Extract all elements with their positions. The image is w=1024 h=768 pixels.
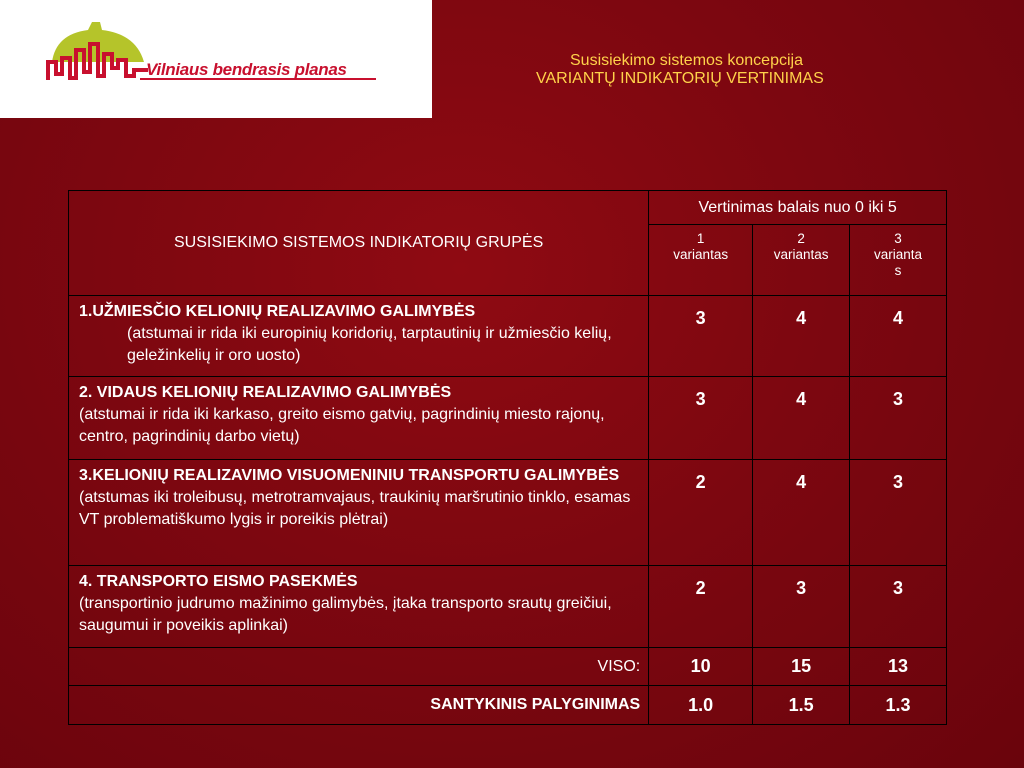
indicator-cell — [69, 377, 649, 460]
total-value: 10 — [649, 648, 753, 686]
relative-value: 1.0 — [649, 686, 753, 725]
group-header: SUSISIEKIMO SISTEMOS INDIKATORIŲ GRUPĖS — [69, 191, 649, 296]
total-value: 15 — [753, 648, 850, 686]
score-cell: 2 — [649, 460, 753, 566]
score-cell: 3 — [850, 566, 947, 648]
variant-header: 1 variantas — [649, 225, 753, 296]
indicator-table — [68, 190, 947, 725]
score-cell: 4 — [850, 296, 947, 377]
table-header-row — [69, 191, 947, 225]
indicator-cell — [69, 296, 649, 377]
indicator-description: (atstumai ir rida iki europinių koridorių, tarptautinių ir užmiesčio kelių, geležinkelių ir oro uosto) — [127, 325, 612, 364]
relative-value: 1.5 — [753, 686, 850, 725]
score-cell: 3 — [850, 460, 947, 566]
relative-comparison-row — [69, 686, 947, 725]
city-skyline-logo-icon — [44, 20, 154, 90]
slide-title — [536, 52, 956, 88]
variant-header: 3 varianta s — [850, 225, 947, 296]
relative-comparison-label: SANTYKINIS PALYGINIMAS — [69, 686, 649, 725]
table-row — [69, 566, 947, 648]
total-label: VISO: — [69, 648, 649, 686]
table-row — [69, 296, 947, 377]
variant-header: 2 variantas — [753, 225, 850, 296]
score-cell: 3 — [649, 377, 753, 460]
score-cell: 3 — [649, 296, 753, 377]
logo-wordmark: Vilniaus bendrasis planas — [146, 60, 347, 79]
relative-value: 1.3 — [850, 686, 947, 725]
indicator-title: 1.UŽMIESČIO KELIONIŲ REALIZAVIMO GALIMYBĖS — [79, 303, 476, 320]
score-cell: 3 — [753, 566, 850, 648]
score-cell: 3 — [850, 377, 947, 460]
total-value: 13 — [850, 648, 947, 686]
total-row — [69, 648, 947, 686]
indicator-title: 3.KELIONIŲ REALIZAVIMO VISUOMENINIU TRANSPORTU GALIMYBĖS — [79, 467, 620, 484]
indicator-description: (atstumas iki troleibusų, metrotramvajaus, traukinių maršrutinio tinklo, esamas VT problematiškumo lygis ir poreikis plėtrai) — [79, 489, 631, 528]
indicator-cell — [69, 566, 649, 648]
score-cell: 4 — [753, 296, 850, 377]
score-cell: 2 — [649, 566, 753, 648]
indicator-cell — [69, 460, 649, 566]
score-cell: 4 — [753, 460, 850, 566]
table-row — [69, 460, 947, 566]
indicator-description: (transportinio judrumo mažinimo galimybės, įtaka transporto srautų greičiui, saugumui ir poveikis aplinkai) — [79, 595, 612, 634]
indicator-description: (atstumai ir rida iki karkaso, greito eismo gatvių, pagrindinių miesto rajonų, centro, pagrindinių darbo vietų) — [79, 406, 605, 445]
score-header: Vertinimas balais nuo 0 iki 5 — [649, 191, 947, 225]
indicator-title: 2. VIDAUS KELIONIŲ REALIZAVIMO GALIMYBĖS — [79, 384, 452, 401]
indicator-title: 4. TRANSPORTO EISMO PASEKMĖS — [79, 573, 358, 590]
title-line-1: Susisiekimo sistemos koncepcija — [570, 52, 803, 69]
score-cell: 4 — [753, 377, 850, 460]
table-row — [69, 377, 947, 460]
logo-panel — [0, 0, 432, 118]
title-line-2: VARIANTŲ INDIKATORIŲ VERTINIMAS — [536, 70, 824, 87]
